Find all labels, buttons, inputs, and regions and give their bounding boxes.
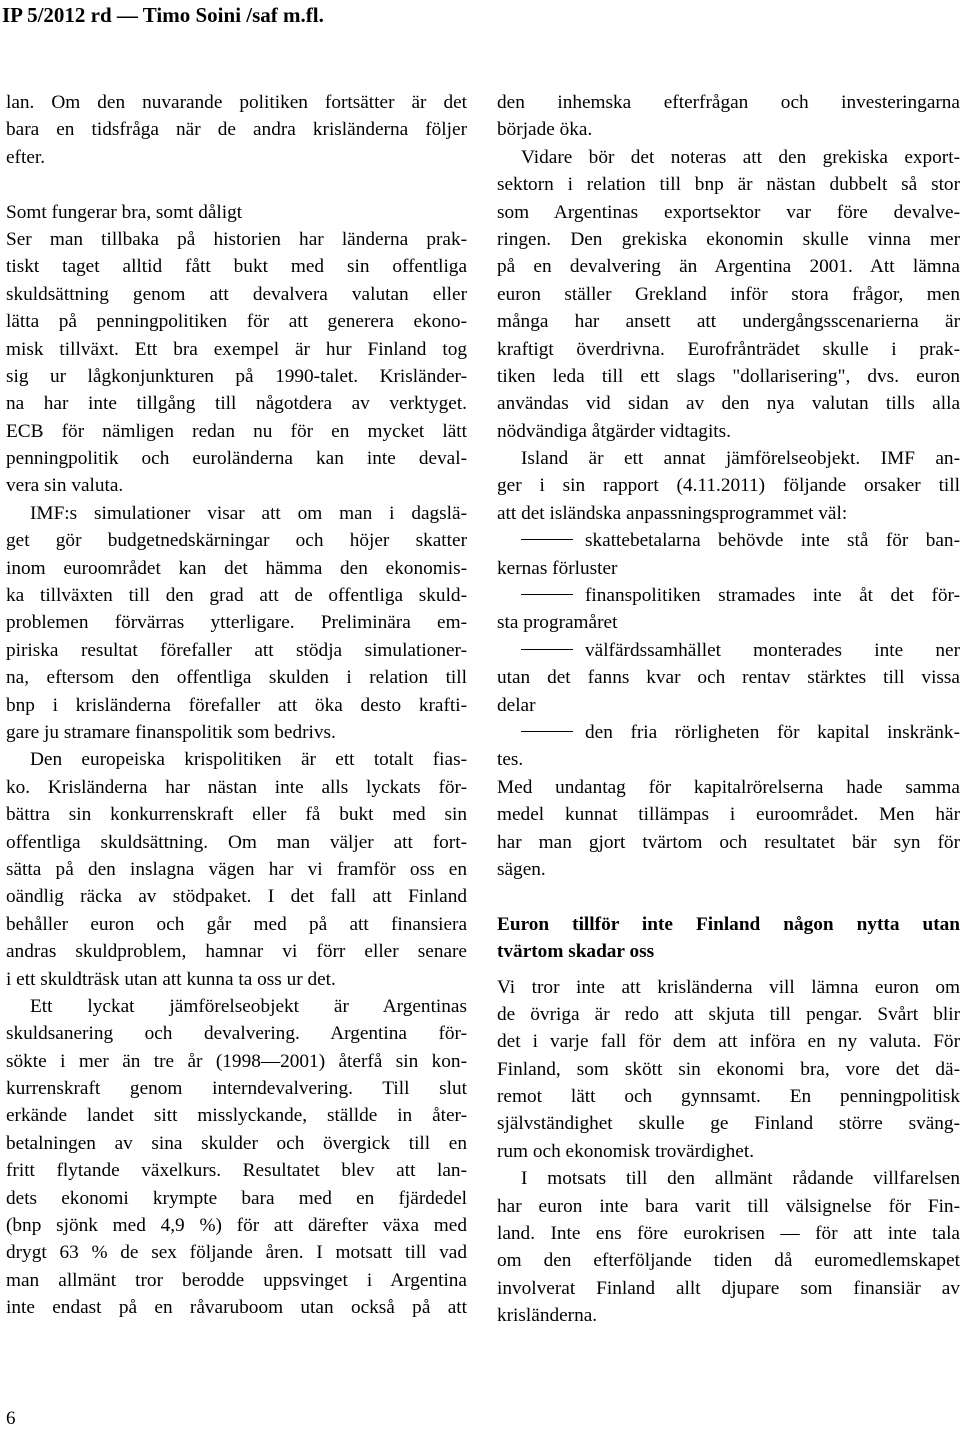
text-line bbox=[6, 966, 467, 993]
page-number: 6 bbox=[6, 1408, 16, 1429]
text-line bbox=[6, 308, 467, 335]
text-line bbox=[6, 1267, 467, 1294]
line-text: kraftigt överdrivna. Eurofrånträdet skulle i prak- bbox=[497, 338, 960, 360]
line-text: rum och ekonomisk trovärdighet. bbox=[497, 1140, 755, 1162]
heading-gap bbox=[497, 966, 960, 974]
line-text: i ett skuldträsk utan att kunna ta oss ur det. bbox=[6, 968, 336, 990]
text-line bbox=[6, 1157, 467, 1184]
line-text: sökte i mer än tre år (1998—2001) återfå sin kon- bbox=[6, 1050, 467, 1072]
text-line bbox=[497, 171, 960, 198]
line-text: Somt fungerar bra, somt dåligt bbox=[6, 201, 243, 223]
line-text: skattebetalarna behövde inte stå för ban- bbox=[585, 530, 960, 552]
line-text: kernas förluster bbox=[497, 557, 618, 579]
text-line bbox=[497, 829, 960, 856]
line-text: Ett lyckat jämförelseobjekt är Argentinas bbox=[30, 995, 467, 1017]
line-text: självständighet skulle ge Finland större sväng- bbox=[497, 1113, 960, 1135]
line-text: dets ekonomi krympte bara med en fjärdedel bbox=[6, 1187, 467, 1209]
line-text: att det isländska anpassningsprogrammet väl: bbox=[497, 502, 848, 524]
text-line bbox=[6, 664, 467, 691]
line-text: erkände landet sitt misslyckande, ställde in åter- bbox=[6, 1105, 467, 1127]
text-line bbox=[497, 1247, 960, 1274]
text-line bbox=[6, 555, 467, 582]
text-line bbox=[497, 89, 960, 116]
line-text: bara en tidsfråga när de andra krisländerna följer bbox=[6, 119, 467, 141]
text-line bbox=[497, 500, 960, 527]
line-text: drygt 63 % de sex följande åren. I motsatt till vad bbox=[6, 1242, 467, 1264]
line-text: I motsats till den allmänt rådande villfarelsen bbox=[521, 1168, 960, 1190]
line-text: medel kunnat tillämpas i euroområdet. Men här bbox=[497, 804, 960, 826]
text-line bbox=[6, 281, 467, 308]
text-line bbox=[497, 445, 960, 472]
text-line bbox=[497, 555, 960, 582]
text-line bbox=[6, 1130, 467, 1157]
line-text: ko. Krisländerna har nästan inte alls lyckats för- bbox=[6, 776, 467, 798]
line-text: gare ju stramare finanspolitik som bedrivs. bbox=[6, 721, 336, 743]
line-text: IMF:s simulationer visar att om man i dagslä- bbox=[30, 502, 467, 524]
text-line bbox=[497, 281, 960, 308]
text-line bbox=[497, 609, 960, 636]
text-line bbox=[6, 582, 467, 609]
line-text: oändlig räcka av stödpaket. I det fall att Finland bbox=[6, 886, 467, 908]
text-line bbox=[497, 974, 960, 1001]
line-text: många har ansett att undergångsscenarierna är bbox=[497, 311, 960, 333]
line-text: Med undantag för kapitalrörelserna hade samma bbox=[497, 776, 960, 798]
line-text: på en devalvering än Argentina 2001. Att lämna bbox=[497, 256, 960, 278]
text-line bbox=[497, 1302, 960, 1329]
line-text: vera sin valuta. bbox=[6, 475, 124, 497]
left-column bbox=[6, 89, 467, 1322]
line-text: har man gjort tvärtom och resultatet bär syn för bbox=[497, 831, 960, 853]
text-line bbox=[6, 801, 467, 828]
text-line bbox=[6, 719, 467, 746]
line-text: offentliga skuldsättning. Om man väljer att fort- bbox=[6, 831, 467, 853]
line-text: involverat Finland allt djupare som finansiär av bbox=[497, 1277, 960, 1299]
text-line bbox=[6, 199, 467, 226]
text-line bbox=[497, 719, 960, 746]
line-text: finanspolitiken stramades inte åt det för- bbox=[585, 585, 960, 607]
line-text: misk tillväxt. Ett bra exempel är hur Finland tog bbox=[6, 338, 467, 360]
line-text: har euron inte bara varit till välsignelse för Fin- bbox=[497, 1195, 960, 1217]
line-text: inte endast på en råvaruboom utan också på att bbox=[6, 1297, 467, 1319]
line-text: började öka. bbox=[497, 119, 593, 141]
text-line bbox=[497, 801, 960, 828]
text-line bbox=[497, 664, 960, 691]
line-text: Den europeiska krispolitiken är ett totalt fias- bbox=[30, 749, 467, 771]
line-text: den inhemska efterfrågan och investeringarna bbox=[497, 92, 960, 113]
text-line bbox=[497, 637, 960, 664]
text-line bbox=[6, 692, 467, 719]
text-line bbox=[6, 527, 467, 554]
paragraph-gap bbox=[497, 883, 960, 910]
text-line bbox=[497, 746, 960, 773]
text-line bbox=[6, 500, 467, 527]
text-line bbox=[497, 1083, 960, 1110]
line-text: ringen. Den grekiska ekonomin skulle vinna mer bbox=[497, 228, 960, 250]
line-text: bnp i krisländerna förefaller att öka desto krafti- bbox=[6, 694, 467, 716]
text-line bbox=[497, 336, 960, 363]
text-line bbox=[6, 116, 467, 143]
line-text: andras skuldproblem, hamnar vi förr eller senare bbox=[6, 941, 467, 963]
text-line bbox=[497, 226, 960, 253]
text-line bbox=[497, 418, 960, 445]
text-line bbox=[6, 856, 467, 883]
text-line bbox=[6, 1185, 467, 1212]
text-line bbox=[6, 1239, 467, 1266]
list-dash bbox=[521, 539, 573, 540]
line-text: Euron tillför inte Finland någon nytta utan bbox=[497, 913, 960, 935]
line-text: ka tillväxten till den grad att de offentliga skuld- bbox=[6, 585, 467, 607]
list-dash bbox=[521, 649, 573, 650]
line-text: man allmänt tror berodde uppsvinget i Argentina bbox=[6, 1269, 467, 1291]
section-heading-line bbox=[497, 938, 960, 965]
text-line bbox=[497, 1138, 960, 1165]
text-line bbox=[497, 527, 960, 554]
line-text: efter. bbox=[6, 146, 46, 168]
line-text: de övriga är redo att skjuta till pengar. Svårt blir bbox=[497, 1003, 960, 1025]
list-dash bbox=[521, 731, 573, 732]
text-line bbox=[497, 199, 960, 226]
line-text: ger i sin rapport (4.11.2011) följande orsaker till bbox=[497, 475, 960, 497]
text-line bbox=[6, 418, 467, 445]
text-line bbox=[6, 911, 467, 938]
line-text: tiken leda till ett slags "dollarisering", dvs. euron bbox=[497, 365, 960, 387]
text-line bbox=[497, 692, 960, 719]
text-line bbox=[6, 226, 467, 253]
line-text: (bnp sjönk med 4,9 %) för att därefter växa med bbox=[6, 1215, 467, 1237]
line-text: sig ur lågkonjunkturen på 1990-talet. Krisländer- bbox=[6, 365, 467, 387]
text-line bbox=[497, 1275, 960, 1302]
paragraph-gap bbox=[6, 171, 467, 198]
line-text: det i varje fall för dem att införa en ny valuta. För bbox=[497, 1031, 960, 1053]
text-line bbox=[6, 144, 467, 171]
line-text: Vi tror inte att krisländerna vill lämna euron om bbox=[497, 976, 960, 998]
text-line bbox=[6, 938, 467, 965]
line-text: delar bbox=[497, 694, 536, 716]
text-line bbox=[497, 116, 960, 143]
list-dash bbox=[521, 594, 573, 595]
line-text: krisländerna. bbox=[497, 1305, 598, 1327]
line-text: tvärtom skadar oss bbox=[497, 941, 655, 963]
text-line bbox=[497, 1193, 960, 1220]
line-text: get gör budgetnedskärningar och höjer skatter bbox=[6, 530, 467, 552]
text-line bbox=[6, 1102, 467, 1129]
text-line bbox=[6, 883, 467, 910]
line-text: na har inte tillgång till någotdera av verktyget. bbox=[6, 393, 467, 415]
page-header: IP 5/2012 rd — Timo Soini /saf m.fl. bbox=[2, 3, 324, 27]
line-text: piriska resultat förefaller att stödja simulationer- bbox=[6, 639, 467, 661]
line-text: euron ställer Grekland inför stora frågor, men bbox=[497, 283, 960, 305]
text-line bbox=[6, 993, 467, 1020]
text-line bbox=[6, 89, 467, 116]
text-line bbox=[6, 1020, 467, 1047]
text-line bbox=[497, 1028, 960, 1055]
text-line bbox=[497, 390, 960, 417]
text-line bbox=[497, 774, 960, 801]
line-text: utan det fanns kvar och rentav stärktes till vissa bbox=[497, 667, 960, 689]
line-text: lan. Om den nuvarande politiken fortsätter är det bbox=[6, 92, 467, 113]
text-line bbox=[497, 144, 960, 171]
line-text: Ser man tillbaka på historien har länderna prak- bbox=[6, 228, 467, 250]
text-line bbox=[6, 609, 467, 636]
line-text: välfärdssamhället monterades inte ner bbox=[585, 639, 960, 661]
line-text: sägen. bbox=[497, 858, 546, 880]
text-line bbox=[497, 1220, 960, 1247]
text-line bbox=[497, 253, 960, 280]
line-text: skuldsättning genom att devalvera valutan eller bbox=[6, 283, 467, 305]
text-line bbox=[497, 1165, 960, 1192]
text-line bbox=[497, 363, 960, 390]
text-line bbox=[6, 1075, 467, 1102]
section-heading-line bbox=[497, 911, 960, 938]
line-text: ECB för nämligen redan nu för en mycket lätt bbox=[6, 420, 467, 442]
text-line bbox=[497, 308, 960, 335]
line-text: tiskt taget alltid fått bukt med sin offentliga bbox=[6, 256, 467, 278]
text-line bbox=[6, 637, 467, 664]
line-text: som Argentinas exportsektor var före devalve- bbox=[497, 201, 960, 223]
text-line bbox=[497, 472, 960, 499]
text-line bbox=[6, 472, 467, 499]
text-line bbox=[497, 856, 960, 883]
right-column bbox=[497, 89, 960, 1330]
text-line bbox=[6, 390, 467, 417]
line-text: remot lätt och gynnsamt. En penningpolitisk bbox=[497, 1086, 960, 1108]
text-line bbox=[6, 1212, 467, 1239]
text-line bbox=[6, 746, 467, 773]
line-text: kurrenskraft genom interndevalvering. Till slut bbox=[6, 1078, 467, 1100]
line-text: skuldsanering och devalvering. Argentina för- bbox=[6, 1023, 467, 1045]
line-text: fritt flytande växelkurs. Resultatet blev att lan- bbox=[6, 1160, 467, 1182]
text-line bbox=[497, 1110, 960, 1137]
line-text: Island är ett annat jämförelseobjekt. IMF an- bbox=[521, 448, 960, 470]
text-line bbox=[6, 336, 467, 363]
text-line bbox=[6, 1048, 467, 1075]
text-line bbox=[497, 582, 960, 609]
line-text: na, eftersom den offentliga skulden i relation till bbox=[6, 667, 467, 689]
line-text: den fria rörligheten för kapital inskränk- bbox=[585, 721, 960, 743]
line-text: bättra sin konkurrenskraft eller få bukt med sin bbox=[6, 804, 467, 826]
line-text: inom euroområdet kan det hämma den ekonomis- bbox=[6, 557, 467, 579]
line-text: penningpolitik och euroländerna kan inte deval- bbox=[6, 448, 467, 470]
text-line bbox=[497, 1001, 960, 1028]
line-text: om den efterföljande tiden då euromedlemskapet bbox=[497, 1250, 960, 1272]
line-text: lätta på penningpolitiken för att generera ekono- bbox=[6, 311, 467, 333]
line-text: problemen förvärras ytterligare. Preliminära em- bbox=[6, 612, 467, 634]
line-text: Finland, som skött sin ekonomi bra, vore det dä- bbox=[497, 1058, 960, 1080]
text-line bbox=[6, 1294, 467, 1321]
line-text: land. Inte ens före eurokrisen — för att inte tala bbox=[497, 1223, 960, 1245]
text-line bbox=[6, 445, 467, 472]
text-line bbox=[6, 363, 467, 390]
text-line bbox=[497, 1056, 960, 1083]
line-text: Vidare bör det noteras att den grekiska export- bbox=[521, 146, 960, 168]
line-text: sta programåret bbox=[497, 612, 618, 634]
text-line bbox=[6, 774, 467, 801]
line-text: betalningen av sina skulder och övergick till en bbox=[6, 1132, 467, 1154]
line-text: tes. bbox=[497, 749, 524, 771]
line-text: sätta på den inslagna vägen har vi framför oss en bbox=[6, 858, 467, 880]
line-text: behåller euron och går med på att finansiera bbox=[6, 913, 467, 935]
line-text: användas vid sidan av den nya valutan tills alla bbox=[497, 393, 960, 415]
line-text: nödvändiga åtgärder vidtagits. bbox=[497, 420, 731, 442]
line-text: sektorn i relation till bnp är nästan dubbelt så stor bbox=[497, 174, 960, 196]
text-line bbox=[6, 253, 467, 280]
text-line bbox=[6, 829, 467, 856]
